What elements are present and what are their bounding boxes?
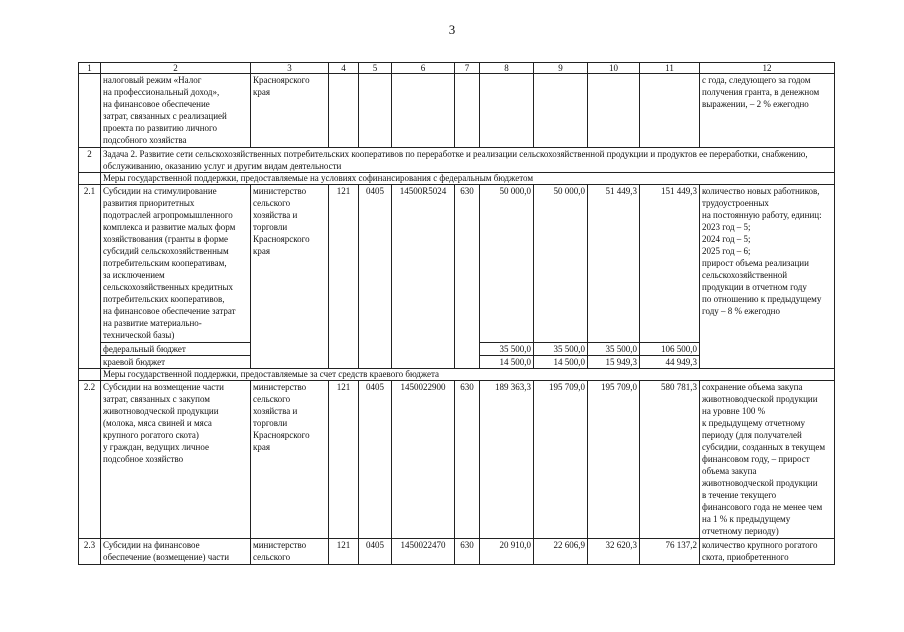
executor: министерство сельского хозяйства и торговли Красноярского края: [251, 185, 329, 369]
amount-2025: 195 709,0: [588, 381, 640, 539]
row-number: 2.1: [79, 185, 101, 343]
code-grbs: 121: [329, 539, 359, 565]
measure-name: Субсидии на финансовое обеспечение (возмещение) части: [101, 539, 251, 565]
amount-2024: 22 606,9: [534, 539, 588, 565]
amount-2025: 15 949,3: [588, 356, 640, 369]
header-cell: 12: [700, 63, 835, 74]
program-table: [78, 62, 835, 565]
section-title: Меры государственной поддержки, предоставляемые за счет средств краевого бюджета: [101, 369, 835, 381]
table-row: [79, 381, 835, 539]
measure-name: налоговый режим «Налог на профессиональный доход», на финансовое обеспечение затрат, связанных с реализацией проекта по развитию личного подсобного хозяйства: [101, 74, 251, 148]
code-grbs: 121: [329, 185, 359, 369]
code-expense: 630: [455, 185, 480, 369]
amount-2023: 50 000,0: [480, 185, 534, 343]
budget-label: краевой бюджет: [101, 356, 251, 369]
row-number: 2.2: [79, 381, 101, 539]
expected-result: количество крупного рогатого скота, приобретенного: [700, 539, 835, 565]
amount-2025: 32 620,3: [588, 539, 640, 565]
task-number: 2: [79, 148, 101, 173]
header-cell: 11: [640, 63, 700, 74]
row-number: 2.3: [79, 539, 101, 565]
amount-2023: 35 500,0: [480, 343, 534, 356]
header-cell: 3: [251, 63, 329, 74]
header-cell: 7: [455, 63, 480, 74]
amount-2024: 50 000,0: [534, 185, 588, 343]
header-cell: 8: [480, 63, 534, 74]
executor: министерство сельского хозяйства и торговли Красноярского края: [251, 381, 329, 539]
amount-2023: 189 363,3: [480, 381, 534, 539]
executor: министерство сельского: [251, 539, 329, 565]
executor: Красноярского края: [251, 74, 329, 148]
amount-2024: 35 500,0: [534, 343, 588, 356]
budget-label: федеральный бюджет: [101, 343, 251, 356]
expected-result: количество новых работников, трудоустроенных на постоянную работу, единиц: 2023 год – 5; 2024 год – 5; 2025 год – 6; прирост объема реализации сельскохозяйственной продукции в отчетном году по отношению к предыдущему году – 8 % ежегодно: [700, 185, 835, 369]
section-row: [79, 173, 835, 185]
amount-total: 106 500,0: [640, 343, 700, 356]
amount-2023: 14 500,0: [480, 356, 534, 369]
table-row: [79, 539, 835, 565]
table-row: [79, 74, 835, 148]
header-cell: 1: [79, 63, 101, 74]
header-cell: 2: [101, 63, 251, 74]
task-row: [79, 148, 835, 173]
header-cell: 9: [534, 63, 588, 74]
header-row: [79, 63, 835, 74]
code-section: 0405: [359, 381, 392, 539]
section-row: [79, 369, 835, 381]
amount-2024: 14 500,0: [534, 356, 588, 369]
amount-total: 44 949,3: [640, 356, 700, 369]
amount-total: 151 449,3: [640, 185, 700, 343]
section-title: Меры государственной поддержки, предоставляемые на условиях софинансирования с федеральным бюджетом: [101, 173, 835, 185]
page-number: 3: [448, 22, 456, 37]
header-cell: 4: [329, 63, 359, 74]
code-target: 1450022470: [392, 539, 455, 565]
code-section: 0405: [359, 539, 392, 565]
code-target: 1450022900: [392, 381, 455, 539]
expected-result: сохранение объема закупа животноводческой продукции на уровне 100 % к предыдущему отчетному периоду (для получателей субсидии, созданных в текущем финансовом году, – прирост объема закупа животноводческой продукции в течение текущего финансового года не менее чем на 1 % к предыдущему отчетному периоду): [700, 381, 835, 539]
measure-name: Субсидии на возмещение части затрат, связанных с закупом животноводческой продукции (молока, мяса свиней и мяса крупного рогатого скота) у граждан, ведущих личное подсобное хозяйство: [101, 381, 251, 539]
amount-2024: 195 709,0: [534, 381, 588, 539]
code-expense: 630: [455, 381, 480, 539]
amount-total: 76 137,2: [640, 539, 700, 565]
amount-2025: 51 449,3: [588, 185, 640, 343]
code-expense: 630: [455, 539, 480, 565]
amount-total: 580 781,3: [640, 381, 700, 539]
header-cell: 5: [359, 63, 392, 74]
header-cell: 6: [392, 63, 455, 74]
code-grbs: 121: [329, 381, 359, 539]
table-row: [79, 185, 835, 343]
expected-result: с года, следующего за годом получения гранта, в денежном выражении, – 2 % ежегодно: [700, 74, 835, 148]
amount-2023: 20 910,0: [480, 539, 534, 565]
code-target: 14500R5024: [392, 185, 455, 369]
row-number: [79, 74, 101, 148]
task-title: Задача 2. Развитие сети сельскохозяйственных потребительских кооперативов по переработке и реализации сельскохозяйственной продукции и продуктов ее переработки, снабжению, обслуживанию, оказанию услуг и другим видам деятельности: [101, 148, 835, 173]
measure-name: Субсидии на стимулирование развития приоритетных подотраслей агропромышленного комплекса и развитие малых форм хозяйствования (гранты в форме субсидий сельскохозяйственным потребительским кооперативам, за исключением сельскохозяйственных кредитных потребительских кооперативов, на финансовое обеспечение затрат на развитие материально- технической базы): [101, 185, 251, 343]
amount-2025: 35 500,0: [588, 343, 640, 356]
header-cell: 10: [588, 63, 640, 74]
code-section: 0405: [359, 185, 392, 369]
